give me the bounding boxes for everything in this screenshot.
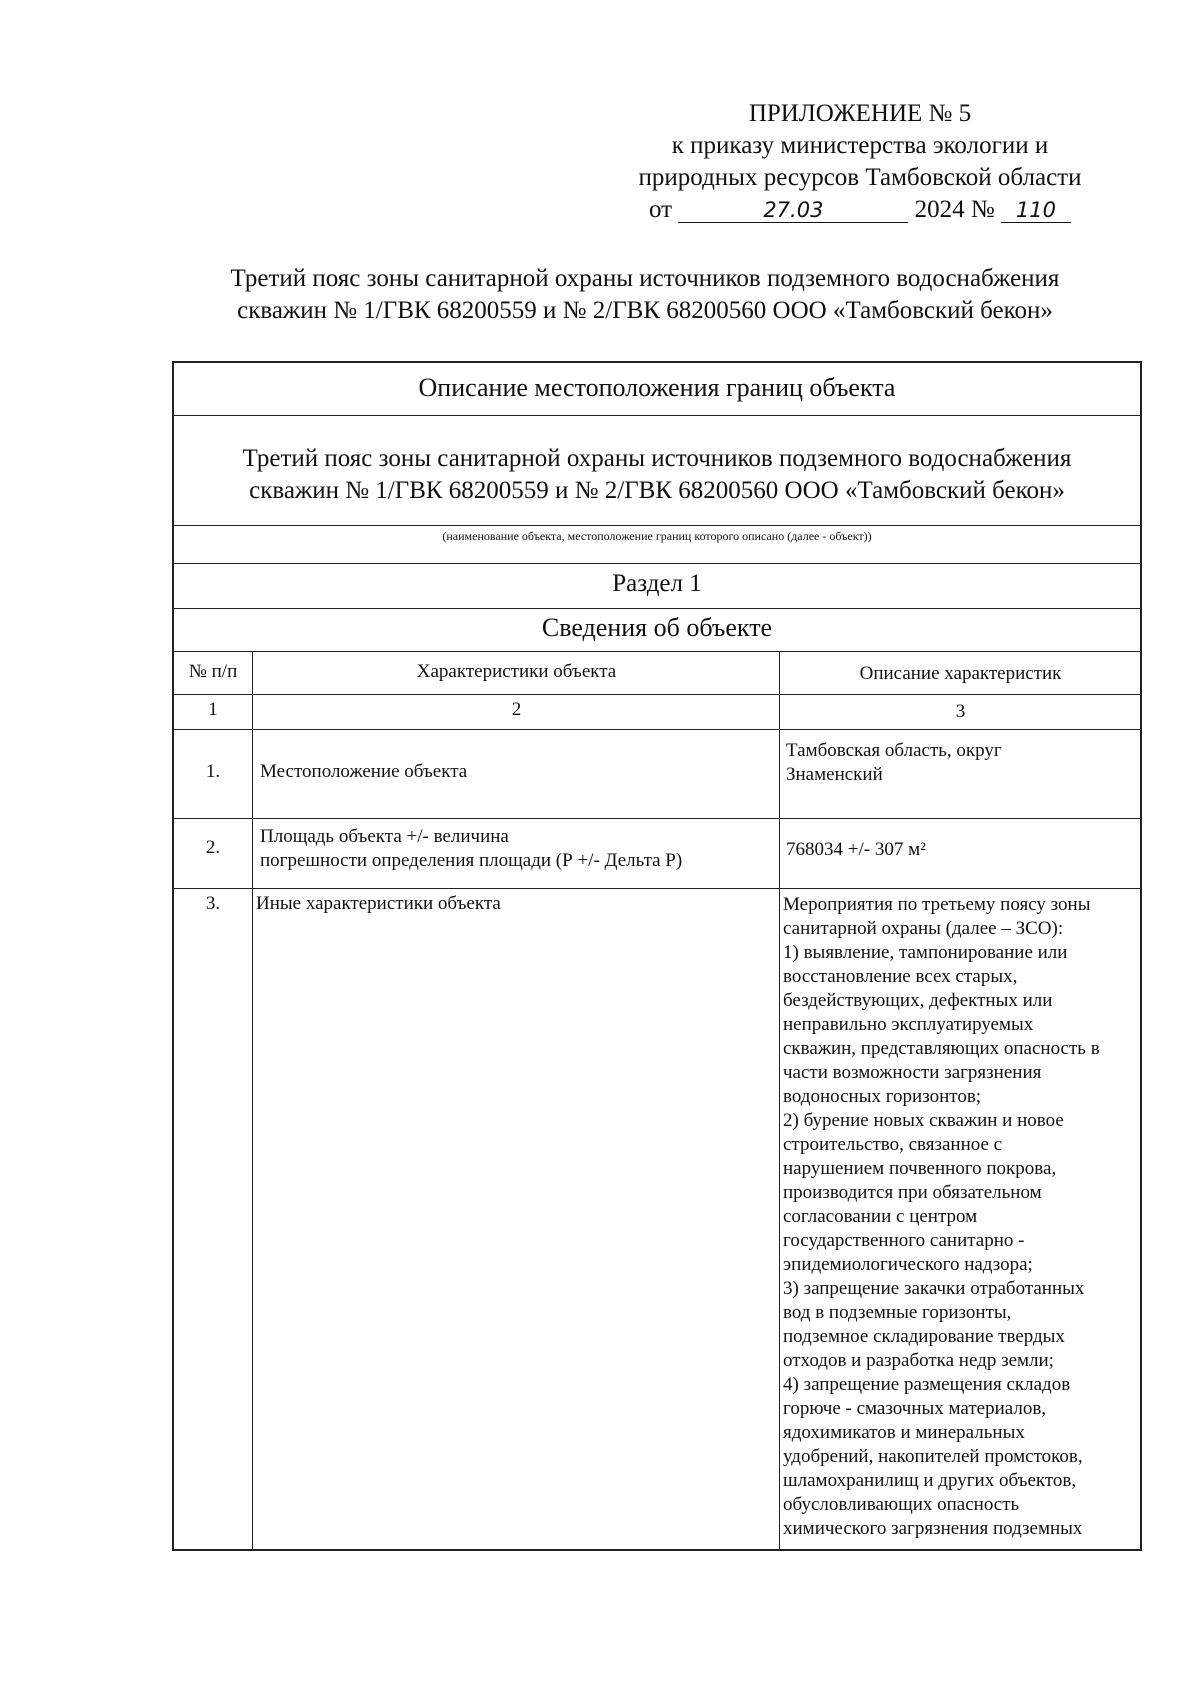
boundary-description-table [172,361,1142,1551]
row-3-description-line: части возможности загрязнения [783,1062,1042,1083]
row-3-description-line: эпидемиологического надзора; [783,1254,1033,1275]
column-divider [252,651,253,1549]
table-divider [174,563,1140,564]
object-name [174,443,1140,507]
row-1-description-line: Знаменский [786,764,883,785]
row-3-description-line: санитарной охраны (далее – ЗСО): [783,918,1064,939]
table-divider [174,818,1140,819]
document-title [150,263,1140,327]
section-title: Сведения об объекте [541,613,773,642]
row-3-description-line: бездействующих, дефектных или [783,990,1053,1011]
row-3-description-line: отходов и разработка недр земли; [783,1350,1054,1371]
table-divider [174,694,1140,695]
document-title-line2: скважин № 1/ГВК 68200559 и № 2/ГВК 68200560 ООО «Тамбовский бекон» [237,297,1053,324]
row-1-description-line: Тамбовская область, округ [786,740,1002,761]
row-3-description-line: государственного санитарно - [783,1230,1025,1251]
row-3-description-line: подземное складирование твердых [783,1326,1065,1347]
table-divider [174,415,1140,416]
row-3-description-line: удобрений, накопителей промстоков, [783,1446,1083,1467]
appendix-number: ПРИЛОЖЕНИЕ № 5 [748,100,972,127]
row-2-characteristic-line: Площадь объекта +/- величина [260,826,509,847]
column-number-3: 3 [955,701,966,722]
row-3-description-line: строительство, связанное с [783,1134,1003,1155]
row-3-description-line: восстановление всех старых, [783,966,1018,987]
object-name-note: (наименование объекта, местоположение границ которого описано (далее - объект)) [442,529,872,543]
table-divider [174,608,1140,609]
column-number-2: 2 [511,699,522,720]
column-header-number: № п/п [188,661,238,682]
row-3-description-line: вод в подземные горизонты, [783,1302,1012,1323]
row-3-description-line: согласовании с центром [783,1206,978,1227]
row-3-characteristic: Иные характеристики объекта [256,893,501,914]
row-3-description-line: 3) запрещение закачки отработанных [783,1278,1085,1299]
row-3-description-line: 2) бурение новых скважин и новое [783,1110,1064,1131]
row-1-characteristic: Местоположение объекта [260,761,468,782]
table-caption: Описание местоположения границ объекта [418,373,896,402]
row-1-number: 1. [205,761,221,782]
row-2-characteristic [260,825,682,873]
row-2-characteristic-line: погрешности определения площади (Р +/- Дельта Р) [260,850,683,871]
column-divider [779,651,780,1549]
row-3-description-line: химического загрязнения подземных [783,1518,1083,1539]
row-3-description-line: горюче - смазочных материалов, [783,1398,1047,1419]
document-title-line1: Третий пояс зоны санитарной охраны источников подземного водоснабжения [230,265,1060,292]
row-3-description-line: 1) выявление, тампонирование или [783,942,1068,963]
object-name-line2: скважин № 1/ГВК 68200559 и № 2/ГВК 68200560 ООО «Тамбовский бекон» [249,477,1065,504]
object-name-line1: Третий пояс зоны санитарной охраны источников подземного водоснабжения [242,445,1072,472]
order-reference-line1: к приказу министерства экологии и [671,132,1049,159]
row-3-description-line: нарушением почвенного покрова, [783,1158,1057,1179]
row-3-description-line: скважин, представляющих опасность в [783,1038,1100,1059]
order-date-handwritten: 27.03 [678,198,908,223]
from-label: от [649,196,673,223]
row-3-description-line: 4) запрещение размещения складов [783,1374,1071,1395]
row-3-description-line: обусловливающих опасность [783,1494,1020,1515]
row-2-number: 2. [205,837,221,858]
order-number-handwritten: 110 [1001,198,1071,223]
column-header-characteristic: Характеристики объекта [416,661,617,682]
row-3-description-line: производится при обязательном [783,1182,1042,1203]
row-3-description-line: неправильно эксплуатируемых [783,1014,1034,1035]
row-3-description-line: водоносных горизонтов; [783,1086,982,1107]
row-3-description [783,893,1140,1541]
row-2-description: 768034 +/- 307 м² [786,839,926,860]
row-3-number: 3. [205,893,221,914]
order-reference-line2: природных ресурсов Тамбовской области [638,164,1082,191]
row-3-description-line: ядохимикатов и минеральных [783,1422,1025,1443]
row-1-description [786,739,1002,787]
column-number-1: 1 [208,699,218,720]
column-header-description: Описание характеристик [859,663,1062,684]
table-divider [174,888,1140,889]
appendix-header [560,98,1160,226]
row-3-description-line: шламохранилищ и других объектов, [783,1470,1077,1491]
section-number: Раздел 1 [612,570,702,597]
row-3-description-line: Мероприятия по третьему поясу зоны [783,894,1091,915]
order-date-line [560,194,1160,226]
table-divider [174,525,1140,526]
year-label: 2024 № [914,196,995,223]
table-divider [174,651,1140,652]
table-divider [174,729,1140,730]
